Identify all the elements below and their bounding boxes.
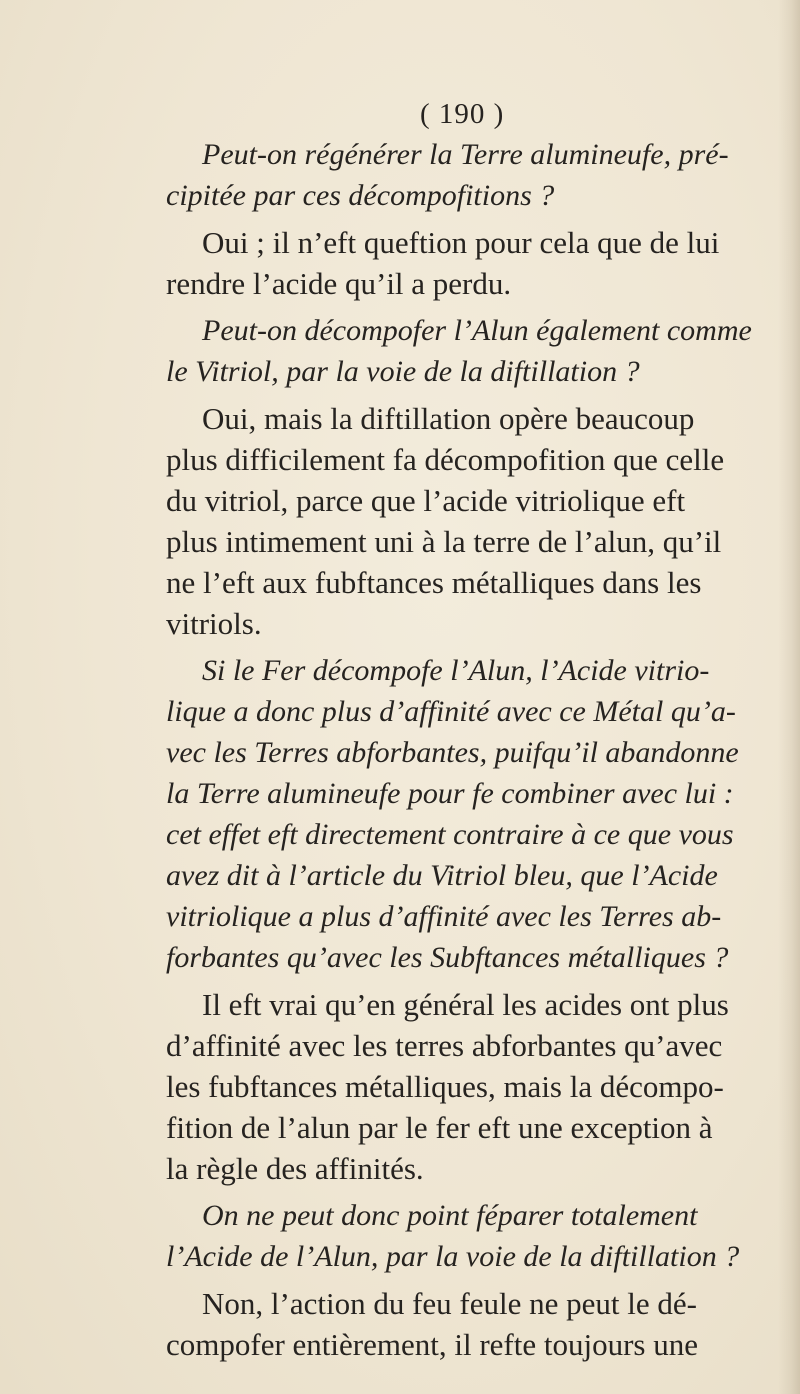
page-text <box>166 134 792 1365</box>
answer-paragraph <box>166 1283 792 1365</box>
text-line: d’affinité avec les terres abforbantes qu’avec <box>166 1028 723 1063</box>
text-line: rendre l’acide qu’il a perdu. <box>166 266 512 301</box>
text-line: fition de l’alun par le fer eft une exception à <box>166 1110 713 1145</box>
question-paragraph <box>166 134 792 216</box>
text-line: cet effet eft directement contraire à ce que vous <box>166 818 734 851</box>
text-line: forbantes qu’avec les Subftances métalliques ? <box>166 941 729 974</box>
text-line: plus intimement uni à la terre de l’alun, qu’il <box>166 524 722 559</box>
answer-paragraph <box>166 222 792 304</box>
text-line: plus difficilement fa décompofition que celle <box>166 442 725 477</box>
text-line: Peut-on décompofer l’Alun également comme <box>202 314 752 347</box>
text-line: Oui, mais la diftillation opère beaucoup <box>202 401 695 436</box>
text-line: lique a donc plus d’affinité avec ce Métal qu’a- <box>166 695 736 728</box>
text-line: compofer entièrement, il refte toujours une <box>166 1327 698 1362</box>
text-line: On ne peut donc point féparer totalement <box>202 1199 698 1232</box>
text-line: les fubftances métalliques, mais la décompo- <box>166 1069 724 1104</box>
question-paragraph <box>166 1195 792 1277</box>
text-line: l’Acide de l’Alun, par la voie de la diftillation ? <box>166 1240 740 1273</box>
question-paragraph <box>166 650 792 978</box>
text-line: la règle des affinités. <box>166 1151 424 1186</box>
text-line: cipitée par ces décompofitions ? <box>166 179 555 212</box>
text-line: Peut-on régénérer la Terre alumineufe, pré- <box>202 138 729 171</box>
text-line: le Vitriol, par la voie de la diftillation ? <box>166 355 640 388</box>
text-line: Non, l’action du feu feule ne peut le dé- <box>202 1286 697 1321</box>
text-line: vitriolique a plus d’affinité avec les Terres ab- <box>166 900 722 933</box>
text-line: vec les Terres abforbantes, puifqu’il abandonne <box>166 736 739 769</box>
answer-paragraph <box>166 398 792 644</box>
text-line: Oui ; il n’eft queftion pour cela que de lui <box>202 225 720 260</box>
question-paragraph <box>166 310 792 392</box>
text-line: avez dit à l’article du Vitriol bleu, que l’Acide <box>166 859 718 892</box>
text-line: ne l’eft aux fubftances métalliques dans les <box>166 565 702 600</box>
text-line: du vitriol, parce que l’acide vitriolique eft <box>166 483 686 518</box>
text-line: la Terre alumineufe pour fe combiner avec lui : <box>166 777 734 810</box>
answer-paragraph <box>166 984 792 1189</box>
page-number: ( 190 ) <box>420 98 505 130</box>
text-line: vitriols. <box>166 606 262 641</box>
text-line: Si le Fer décompofe l’Alun, l’Acide vitrio- <box>202 654 710 687</box>
text-line: Il eft vrai qu’en général les acides ont plus <box>202 987 729 1022</box>
